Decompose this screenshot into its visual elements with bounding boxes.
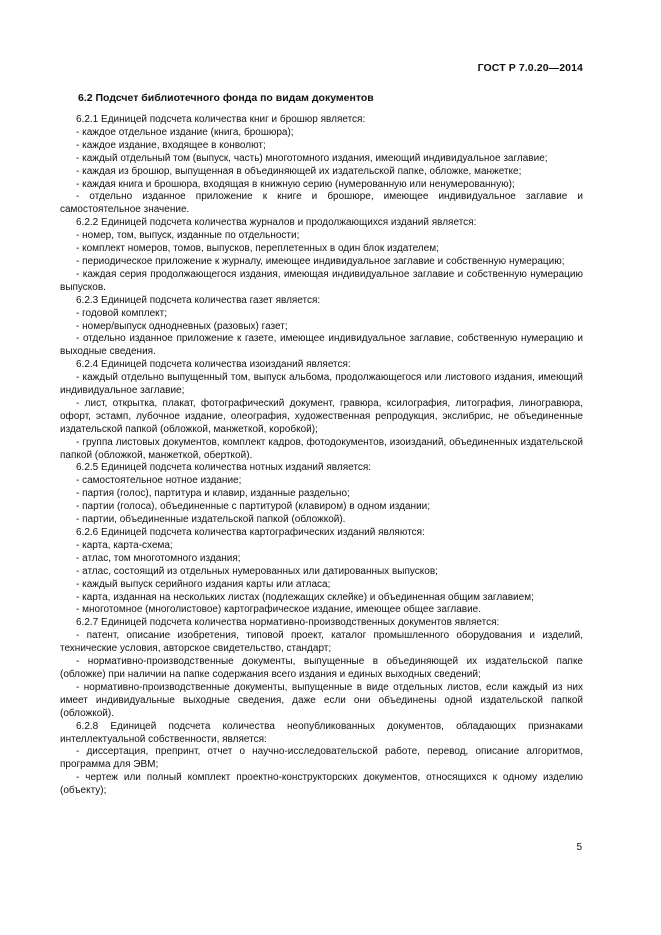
section-title: 6.2 Подсчет библиотечного фонда по видам документов: [78, 92, 374, 104]
standard-header: ГОСТ Р 7.0.20—2014: [477, 62, 583, 74]
paragraph: 6.2.6 Единицей подсчета количества картографических изданий являются:: [76, 527, 425, 538]
paragraph: - отдельно изданное приложение к газете, имеющее индивидуальное заглавие, собственную нумерацию и выходные сведения.: [60, 333, 583, 358]
paragraph: - партии (голоса), объединенные с партитурой (клавиром) в одном издании;: [76, 501, 431, 513]
body-text: [60, 114, 583, 798]
paragraph: - комплект номеров, томов, выпусков, переплетенных в один блок издателем;: [76, 243, 439, 255]
paragraph: 6.2.3 Единицей подсчета количества газет является:: [76, 294, 321, 306]
paragraph: - нормативно-производственные документы, выпущенные в виде отдельных листов, если каждый из них имеет индивидуальные выходные сведения, даже если они объединены одной издательской папкой (обложкой).: [60, 681, 583, 719]
paragraph: - каждый отдельный том (выпуск, часть) многотомного издания, имеющий индивидуальное заглавие;: [76, 152, 548, 164]
paragraph: - многотомное (многолистовое) картографическое издание, имеющее общее заглавие.: [76, 604, 482, 616]
paragraph: - номер/выпуск однодневных (разовых) газет;: [76, 320, 288, 332]
paragraph: - диссертация, препринт, отчет о научно-исследовательской работе, перевод, описание алгоритмов, программа для ЭВМ;: [60, 746, 583, 771]
paragraph: - чертеж или полный комплект проектно-конструкторских документов, относящихся к одному изделию (объекту);: [60, 772, 583, 797]
paragraph: 6.2.4 Единицей подсчета количества изоизданий является:: [76, 359, 351, 371]
paragraph: - годовой комплект;: [76, 307, 167, 319]
paragraph: - партии, объединенные издательской папкой (обложкой).: [76, 514, 346, 526]
paragraph: - группа листовых документов, комплект кадров, фотодокументов, изоизданий, объединенных издательской папкой (обложкой, манжеткой, оберткой).: [60, 436, 583, 461]
paragraph: - номер, том, выпуск, изданные по отдельности;: [76, 230, 300, 242]
paragraph: - атлас, том многотомного издания;: [76, 552, 241, 564]
paragraph: - атлас, состоящий из отдельных нумерованных или датированных выпусков;: [76, 565, 438, 577]
page-number: 5: [576, 842, 582, 853]
paragraph: - лист, открытка, плакат, фотографический документ, гравюра, ксилография, литография, линогравюра, офорт, эстамп, лубочное издание, олеография, художественная репродукция, экслибрис, не объединенные издательской папкой (обложкой, манжеткой, коробкой);: [60, 397, 583, 435]
paragraph: - каждая серия продолжающегося издания, имеющая индивидуальное заглавие и собственную нумерацию выпусков.: [60, 268, 583, 293]
paragraph: 6.2.5 Единицей подсчета количества нотных изданий является:: [76, 462, 372, 474]
paragraph: - каждый выпуск серийного издания карты или атласа;: [76, 578, 331, 590]
paragraph: - отдельно изданное приложение к книге и брошюре, имеющее индивидуальное заглавие и самостоятельное значение.: [60, 191, 583, 216]
paragraph: 6.2.2 Единицей подсчета количества журналов и продолжающихся изданий является:: [76, 217, 477, 229]
paragraph: - патент, описание изобретения, типовой проект, каталог промышленного оборудования и изделий, технические условия, авторское свидетельство, стандарт;: [60, 630, 583, 655]
paragraph: - каждый отдельно выпущенный том, выпуск альбома, продолжающегося или листового издания, имеющий индивидуальное заглавие;: [60, 372, 583, 397]
paragraph: 6.2.7 Единицей подсчета количества нормативно-производственных документов является:: [76, 617, 500, 629]
paragraph: - карта, карта-схема;: [76, 539, 173, 551]
paragraph: - каждое отдельное издание (книга, брошюра);: [76, 126, 294, 138]
paragraph: - каждая книга и брошюра, входящая в книжную серию (нумерованную или ненумерованную);: [76, 178, 515, 190]
paragraph: 6.2.1 Единицей подсчета количества книг и брошюр является:: [76, 114, 366, 125]
paragraph: - карта, изданная на нескольких листах (подлежащих склейке) и объединенная общим заглавием;: [76, 591, 534, 603]
paragraph: - партия (голос), партитура и клавир, изданные раздельно;: [76, 488, 350, 500]
paragraph: 6.2.8 Единицей подсчета количества неопубликованных документов, обладающих признаками интеллектуальной собственности, является:: [60, 720, 583, 745]
paragraph: - самостоятельное нотное издание;: [76, 475, 242, 487]
paragraph: - каждое издание, входящее в конволют;: [76, 139, 266, 151]
paragraph: - периодическое приложение к журналу, имеющее индивидуальное заглавие и собственную нумерацию;: [76, 255, 565, 267]
paragraph: - нормативно-производственные документы, выпущенные в объединяющей их издательской папке (обложке) при наличии на папке содержания всего издания и единых выходных сведений;: [60, 656, 583, 680]
paragraph: - каждая из брошюр, выпущенная в объединяющей их издательской папке, обложке, манжетке;: [76, 165, 522, 177]
